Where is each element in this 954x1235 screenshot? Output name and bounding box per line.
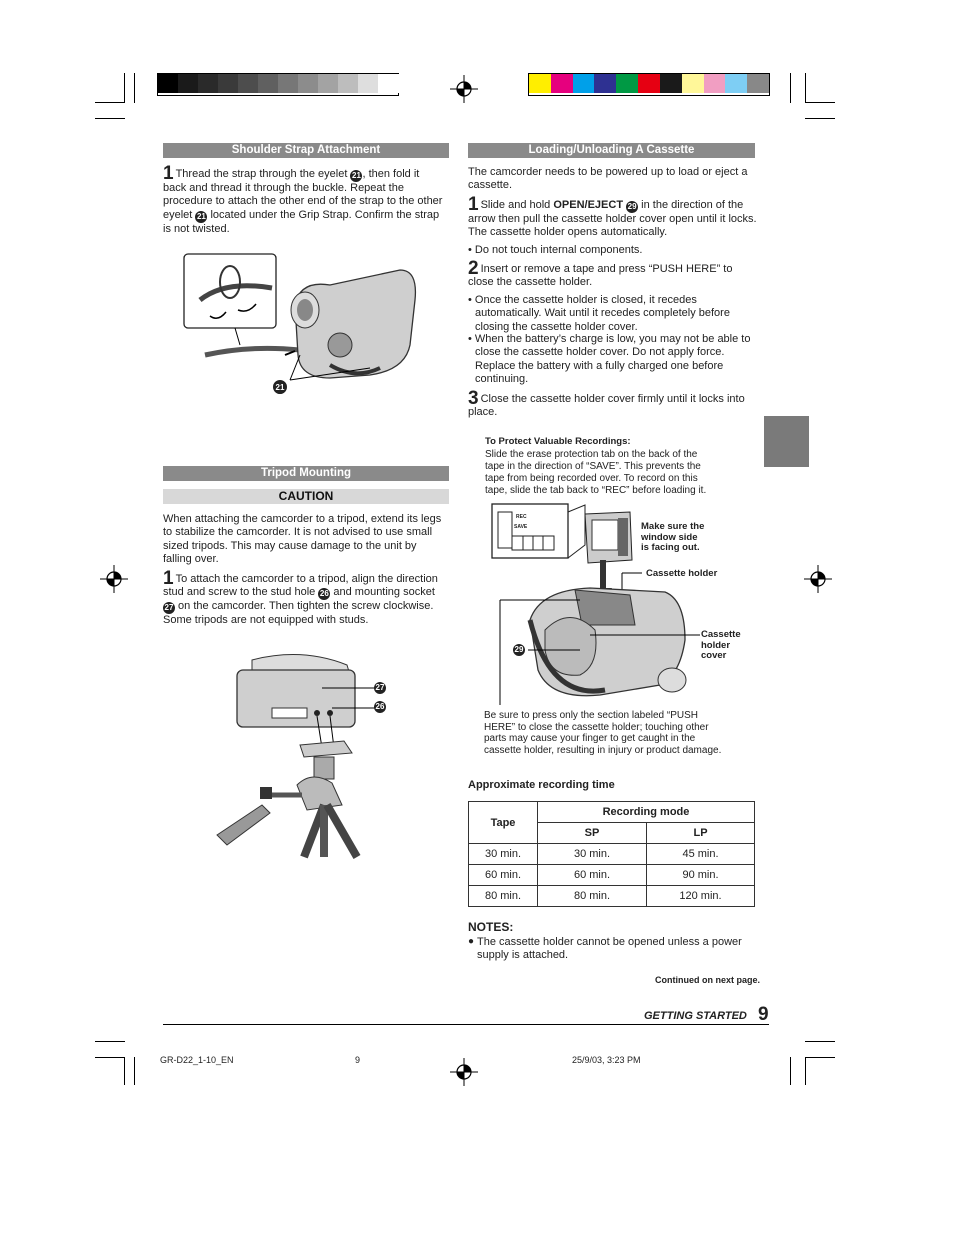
continued-text: Continued on next page. (655, 975, 760, 985)
callout-21-icon: 21 (196, 211, 206, 221)
table-header-tape: Tape (469, 802, 538, 844)
section-title-loading-cassette: Loading/Unloading A Cassette (468, 143, 755, 158)
section-title-shoulder-strap: Shoulder Strap Attachment (163, 143, 449, 158)
color-swatch (158, 74, 179, 93)
color-swatch (660, 74, 682, 93)
note-bullet-icon: ● (468, 936, 475, 947)
callout-29-icon: 29 (627, 202, 637, 211)
callout-21-icon: 21 (275, 383, 285, 392)
registration-target-icon (804, 565, 832, 593)
push-here-caution: Be sure to press only the section labeled “PUSH HERE” to close the cassette holder; touching other parts may cause your finger to get caught in the cassette holder, resulting in injury or product damage. (484, 710, 722, 756)
cassette-step-3: 3 Close the cassette holder cover firmly until it locks into place. (468, 388, 745, 419)
color-swatch (318, 74, 339, 93)
callout-26-icon: 26 (375, 702, 385, 711)
registration-target-icon (450, 1058, 478, 1086)
cassette-bullet-3: • When the battery’s charge is low, you may not be able to close the cassette holder cover. Do not apply force. Replace the battery with a fully charged one before continuing. (468, 333, 751, 386)
recording-time-title: Approximate recording time (468, 779, 615, 791)
footer-section: GETTING STARTED (644, 1010, 747, 1022)
protect-title: To Protect Valuable Recordings: (485, 436, 631, 447)
callout-27-icon: 27 (164, 603, 174, 613)
callout-21-icon: 21 (352, 171, 361, 180)
tripod-caution-text: When attaching the camcorder to a tripod, extend its legs to stabilize the camcorder. It is not advised to use small sized tripods. This may cause damage to the unit by falling over. (163, 513, 442, 566)
color-swatch (529, 74, 551, 93)
tape-tab-rec: REC (516, 514, 527, 520)
page-number: 9 (758, 1004, 769, 1025)
label-cassette-holder: Cassette holder (646, 568, 718, 579)
shoulder-step-1: 1 Thread the strap through the eyelet 21 , then fold it back and thread it through the buckle. Repeat the procedure to attach the other end of the strap to the other eyelet 21 located under the Grip Strap. Confirm the strap is not twisted. (163, 163, 443, 235)
table-row: 80 min. 80 min. 120 min. (469, 886, 755, 907)
label-cassette-holder-cover: Cassette holder cover (701, 629, 741, 661)
caution-heading: CAUTION (163, 489, 449, 504)
table-header-recording-mode: Recording mode (538, 802, 755, 823)
print-file-name: GR-D22_1-10_EN (160, 1055, 234, 1065)
callout-26-icon: 26 (319, 589, 329, 599)
callout-29-icon: 29 (514, 645, 524, 654)
color-swatch (594, 74, 616, 93)
recording-time-table (468, 801, 755, 907)
color-swatch (747, 74, 769, 93)
color-swatch (238, 74, 259, 93)
note-1: The cassette holder cannot be opened unless a power supply is attached. (477, 936, 742, 962)
section-title-tripod-mounting: Tripod Mounting (163, 466, 449, 481)
cassette-step-1: 1 Slide and hold OPEN/EJECT 29 in the direction of the arrow then pull the cassette holder cover open until it locks. The cassette holder opens automatically. (468, 194, 757, 239)
cassette-bullet-1: • Do not touch internal components. (468, 244, 643, 256)
cassette-bullet-2: • Once the cassette holder is closed, it recedes automatically. Wait until it recedes completely before closing the cassette holder cover. (468, 294, 730, 333)
label-window-side: Make sure the window side is facing out. (641, 521, 705, 553)
registration-target-icon (450, 75, 478, 103)
table-header-lp: LP (647, 823, 755, 844)
color-swatch (682, 74, 704, 93)
color-swatch (573, 74, 595, 93)
footer-rule (163, 1024, 769, 1025)
table-row: 60 min. 60 min. 90 min. (469, 865, 755, 886)
color-swatch (638, 74, 660, 93)
color-swatch (616, 74, 638, 93)
cassette-step-2: 2 Insert or remove a tape and press “PUSH HERE” to close the cassette holder. (468, 258, 733, 289)
color-swatch (704, 74, 726, 93)
color-swatch (278, 74, 299, 93)
registration-target-icon (100, 565, 128, 593)
color-swatch (258, 74, 279, 93)
color-swatch (198, 74, 219, 93)
shoulder-strap-illustration (180, 250, 420, 400)
table-header-sp: SP (538, 823, 647, 844)
tripod-step-1: 1 To attach the camcorder to a tripod, align the direction stud and screw to the stud hole 26 and mounting socket 27 on the camcorder. Then tighten the screw clockwise. Some tripods are not equipped with studs. (163, 568, 438, 627)
color-swatch (298, 74, 319, 93)
color-swatch (725, 74, 747, 93)
color-swatch (378, 74, 399, 93)
tape-tab-save: SAVE (514, 524, 528, 530)
color-swatch (358, 74, 379, 93)
protect-text: Slide the erase protection tab on the back of the tape in the direction of “SAVE”. This prevents the tape from being recorded over. To record on this tape, slide the tab back to “REC” before loading it. (485, 449, 707, 496)
notes-title: NOTES: (468, 920, 514, 934)
color-swatch (178, 74, 199, 93)
print-date: 25/9/03, 3:23 PM (572, 1055, 641, 1065)
color-swatch (551, 74, 573, 93)
section-side-tab (764, 416, 809, 467)
tripod-illustration (212, 645, 382, 860)
cassette-intro: The camcorder needs to be powered up to load or eject a cassette. (468, 166, 748, 192)
table-row: 30 min. 30 min. 45 min. (469, 844, 755, 865)
color-swatch (338, 74, 359, 93)
print-page: 9 (355, 1055, 361, 1065)
color-swatch (218, 74, 239, 93)
callout-27-icon: 27 (375, 683, 385, 692)
